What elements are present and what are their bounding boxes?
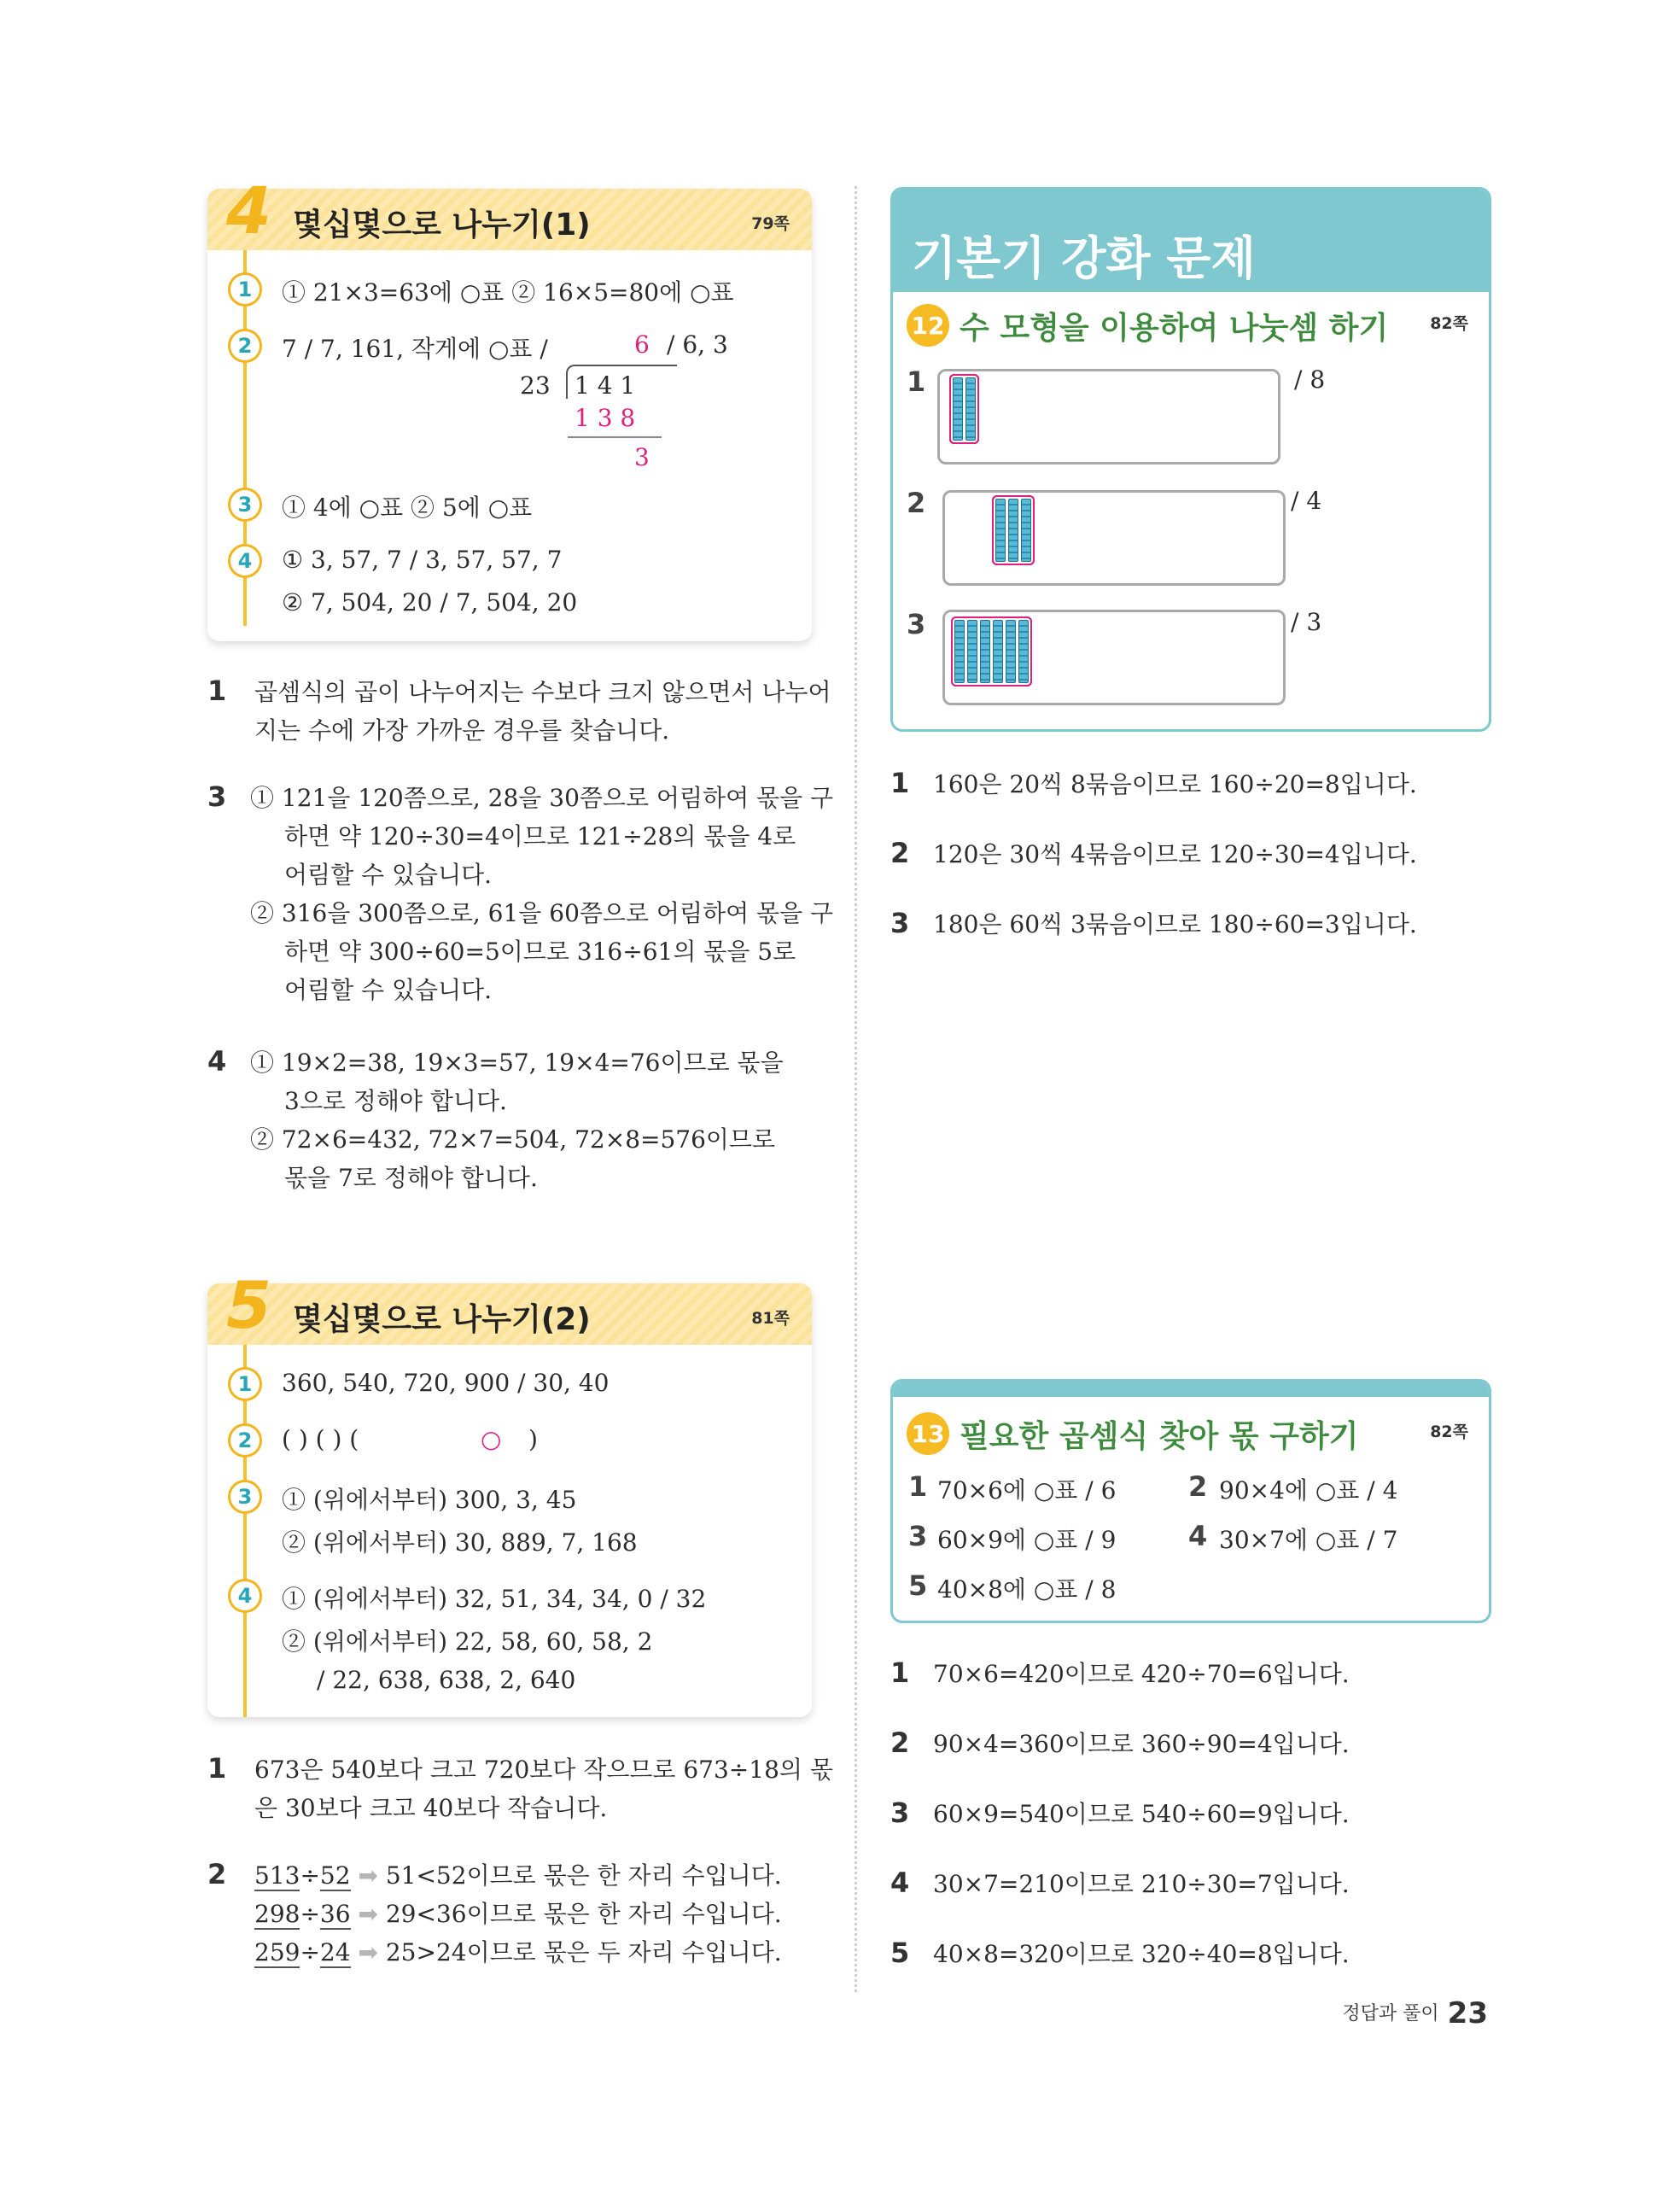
- division-dividend: 1 4 1: [575, 371, 636, 400]
- section4-answer-2: 7 / 7, 161, 작게에 ○표 /: [282, 335, 548, 363]
- arrow-right-icon: ➡: [358, 1861, 378, 1890]
- exp4-text-4d: 몫을 7로 정해야 합니다.: [284, 1164, 538, 1192]
- answer-circle-4: 4: [228, 544, 262, 578]
- problem-13-item-1: 70×6에 ○표 / 6: [937, 1476, 1117, 1504]
- section5-answer-4-3: / 22, 638, 638, 2, 640: [317, 1666, 576, 1694]
- p13-exp-text-1: 70×6=420이므로 420÷70=6입니다.: [933, 1660, 1350, 1688]
- exp4-num-3: 3: [207, 780, 227, 813]
- divisor-underlined: 24: [319, 1938, 351, 1966]
- ten-rod: [1018, 620, 1029, 683]
- column-divider: [855, 186, 857, 1992]
- section4-answer-2-tail: / 6, 3: [667, 330, 728, 359]
- p13-exp-text-5: 40×8=320이므로 320÷40=8입니다.: [933, 1940, 1350, 1968]
- divisor-underlined: 36: [319, 1900, 351, 1928]
- section5-answer-1: 360, 540, 720, 900 / 30, 40: [282, 1369, 610, 1397]
- section5-answer-2-end: ): [528, 1425, 538, 1453]
- section5-answer-4-1: ① (위에서부터) 32, 51, 34, 34, 0 / 32: [282, 1585, 707, 1613]
- exp5-num-2: 2: [207, 1858, 227, 1890]
- p13-exp-num-2: 2: [890, 1727, 910, 1759]
- p12-exp-num-2: 2: [890, 837, 910, 869]
- division-quotient: 6: [634, 330, 650, 359]
- exp4-text-3a: ① 121을 120쯤으로, 28을 30쯤으로 어림하여 몫을 구: [250, 784, 834, 812]
- section4-answer-box: [207, 172, 812, 641]
- exp4-num-1: 1: [207, 675, 227, 707]
- p13-exp-num-5: 5: [890, 1937, 910, 1969]
- ten-rod: [995, 499, 1006, 562]
- section5-page-ref: 81쪽: [751, 1309, 790, 1328]
- p12-exp-text-3: 180은 60씩 3묶음이므로 180÷60=3입니다.: [933, 910, 1417, 938]
- section4-answer-4-2: ② 7, 504, 20 / 7, 504, 20: [282, 588, 578, 616]
- ten-rod: [993, 620, 1003, 683]
- exp4-text-4a: ① 19×2=38, 19×3=57, 19×4=76이므로 몫을: [250, 1049, 784, 1077]
- exp5-text-1b: 은 30보다 크고 40보다 작습니다.: [254, 1794, 608, 1822]
- exp4-text-4c: ② 72×6=432, 72×7=504, 72×8=576이므로: [250, 1125, 776, 1154]
- exp5-num-1: 1: [207, 1752, 227, 1785]
- exp4-text-1b: 지는 수에 가장 가까운 경우를 찾습니다.: [254, 716, 670, 745]
- divide-sign: ÷: [300, 1861, 320, 1890]
- division-underline: [568, 436, 662, 438]
- problem-12-title: 수 모형을 이용하여 나눗셈 하기: [960, 311, 1389, 346]
- rod-group: [949, 374, 979, 444]
- exp4-text-1a: 곱셈식의 곱이 나누어지는 수보다 크지 않으면서 나누어: [254, 678, 831, 706]
- problem-13-item-2: 90×4에 ○표 / 4: [1219, 1476, 1398, 1504]
- page-footer: [1342, 1996, 1488, 2030]
- ten-rod: [953, 377, 963, 441]
- answer-circle-1: 1: [228, 272, 262, 307]
- problem-13-item-2-num: 2: [1188, 1470, 1208, 1503]
- p13-exp-text-4: 30×7=210이므로 210÷30=7입니다.: [933, 1870, 1350, 1898]
- arrow-right-icon: ➡: [358, 1900, 378, 1928]
- ten-rod: [967, 620, 977, 683]
- problem-13-item-1-num: 1: [908, 1470, 928, 1503]
- problem-12-page-ref: 82쪽: [1430, 314, 1468, 333]
- problem-13-item-5: 40×8에 ○표 / 8: [937, 1575, 1117, 1604]
- answer-circle-4: 4: [228, 1579, 262, 1613]
- p13-exp-num-3: 3: [890, 1797, 910, 1829]
- problem-12-item-2-num: 2: [907, 487, 926, 519]
- division-remainder: 3: [634, 443, 650, 471]
- ten-rod: [1006, 620, 1016, 683]
- p12-exp-text-1: 160은 20씩 8묶음이므로 160÷20=8입니다.: [933, 770, 1417, 798]
- basic-skills-title: 기본기 강화 문제: [912, 231, 1256, 285]
- section5-answer-2: ( ) ( ) (: [282, 1425, 359, 1453]
- dividend-underlined: 259: [254, 1938, 300, 1966]
- problem-12-item-1-answer: / 8: [1294, 365, 1326, 394]
- answer-circle-1: 1: [228, 1367, 262, 1401]
- p13-exp-num-4: 4: [890, 1867, 910, 1899]
- ten-rod: [965, 377, 976, 441]
- comparison-text: 29<36이므로 몫은 한 자리 수입니다.: [385, 1900, 782, 1928]
- divide-sign: ÷: [300, 1938, 320, 1966]
- p13-exp-text-3: 60×9=540이므로 540÷60=9입니다.: [933, 1800, 1350, 1828]
- footer-label: 정답과 풀이: [1342, 2003, 1439, 2024]
- p12-exp-num-3: 3: [890, 907, 910, 939]
- ten-rod: [1021, 499, 1031, 562]
- comparison-text: 25>24이므로 몫은 두 자리 수입니다.: [385, 1938, 782, 1966]
- answer-circle-2: 2: [228, 329, 262, 363]
- ten-rod: [1008, 499, 1018, 562]
- problem-13-box: [890, 1379, 1491, 1623]
- problem-12-item-3-answer: / 3: [1291, 608, 1322, 636]
- divide-sign: ÷: [300, 1900, 320, 1928]
- rod-group: [992, 495, 1035, 565]
- answer-circle-3: 3: [228, 1480, 262, 1514]
- problem-13-top-bar: [893, 1382, 1489, 1397]
- arrow-right-icon: ➡: [358, 1938, 378, 1966]
- exp5-row-1: [254, 1856, 782, 1895]
- p13-exp-text-2: 90×4=360이므로 360÷90=4입니다.: [933, 1730, 1350, 1758]
- ten-rod: [954, 620, 965, 683]
- block-model-1: [937, 369, 1280, 464]
- problem-13-item-3-num: 3: [908, 1520, 928, 1552]
- exp4-text-4b: 3으로 정해야 합니다.: [284, 1087, 507, 1115]
- exp4-text-3c: 어림할 수 있습니다.: [284, 861, 493, 889]
- section5-answer-3-2: ② (위에서부터) 30, 889, 7, 168: [282, 1528, 638, 1557]
- answer-circle-3: 3: [228, 488, 262, 522]
- exp5-row-3: [254, 1933, 782, 1972]
- page-number: 23: [1447, 1996, 1488, 2030]
- divisor-underlined: 52: [319, 1861, 351, 1890]
- section5-answer-4-2: ② (위에서부터) 22, 58, 60, 58, 2: [282, 1627, 653, 1656]
- section5-title: 몇십몇으로 나누기(2): [293, 1302, 591, 1337]
- problem-13-item-5-num: 5: [908, 1569, 928, 1602]
- section5-answer-box: [207, 1267, 812, 1717]
- p12-exp-num-1: 1: [890, 767, 910, 799]
- problem-13-badge: 13: [907, 1412, 949, 1455]
- section4-answer-1: ① 21×3=63에 ○표 ② 16×5=80에 ○표: [282, 278, 734, 307]
- section4-number: 4: [226, 172, 271, 248]
- ten-rod: [980, 620, 990, 683]
- p12-exp-text-2: 120은 30씩 4묶음이므로 120÷30=4입니다.: [933, 840, 1417, 868]
- problem-13-item-3: 60×9에 ○표 / 9: [937, 1526, 1117, 1554]
- section4-answer-4-1: ① 3, 57, 7 / 3, 57, 57, 7: [282, 546, 563, 574]
- section5-number: 5: [226, 1267, 271, 1343]
- section4-answer-3: ① 4에 ○표 ② 5에 ○표: [282, 494, 533, 522]
- problem-13-title: 필요한 곱셈식 찾아 몫 구하기: [960, 1419, 1359, 1454]
- division-product: 1 3 8: [575, 404, 636, 432]
- problem-13-item-4-num: 4: [1188, 1520, 1208, 1552]
- problem-12-badge: 12: [907, 304, 949, 347]
- problem-13-page-ref: 82쪽: [1430, 1423, 1468, 1441]
- comparison-text: 51<52이므로 몫은 한 자리 수입니다.: [385, 1861, 782, 1890]
- dividend-underlined: 513: [254, 1861, 300, 1890]
- problem-12-item-1-num: 1: [907, 365, 926, 398]
- section5-answer-2-mark: ○: [481, 1425, 502, 1453]
- exp4-num-4: 4: [207, 1045, 227, 1078]
- exp4-text-3f: 어림할 수 있습니다.: [284, 976, 493, 1004]
- p13-exp-num-1: 1: [890, 1656, 910, 1689]
- section4-title: 몇십몇으로 나누기(1): [293, 207, 591, 242]
- section5-answer-3-1: ① (위에서부터) 300, 3, 45: [282, 1486, 577, 1514]
- division-divisor: 23: [520, 371, 551, 400]
- problem-12-item-2-answer: / 4: [1291, 487, 1322, 515]
- dividend-underlined: 298: [254, 1900, 300, 1928]
- exp4-text-3d: ② 316을 300쯤으로, 61을 60쯤으로 어림하여 몫을 구: [250, 899, 834, 927]
- exp5-row-2: [254, 1895, 782, 1933]
- exp4-text-3b: 하면 약 120÷30=4이므로 121÷28의 몫을 4로: [284, 822, 796, 850]
- section4-page-ref: 79쪽: [751, 214, 790, 233]
- exp5-text-1a: 673은 540보다 크고 720보다 작으므로 673÷18의 몫: [254, 1756, 833, 1784]
- problem-13-item-4: 30×7에 ○표 / 7: [1219, 1526, 1398, 1554]
- rod-group: [951, 616, 1032, 687]
- problem-12-item-3-num: 3: [907, 608, 926, 640]
- exp4-text-3e: 하면 약 300÷60=5이므로 316÷61의 몫을 5로: [284, 938, 796, 966]
- answer-circle-2: 2: [228, 1423, 262, 1458]
